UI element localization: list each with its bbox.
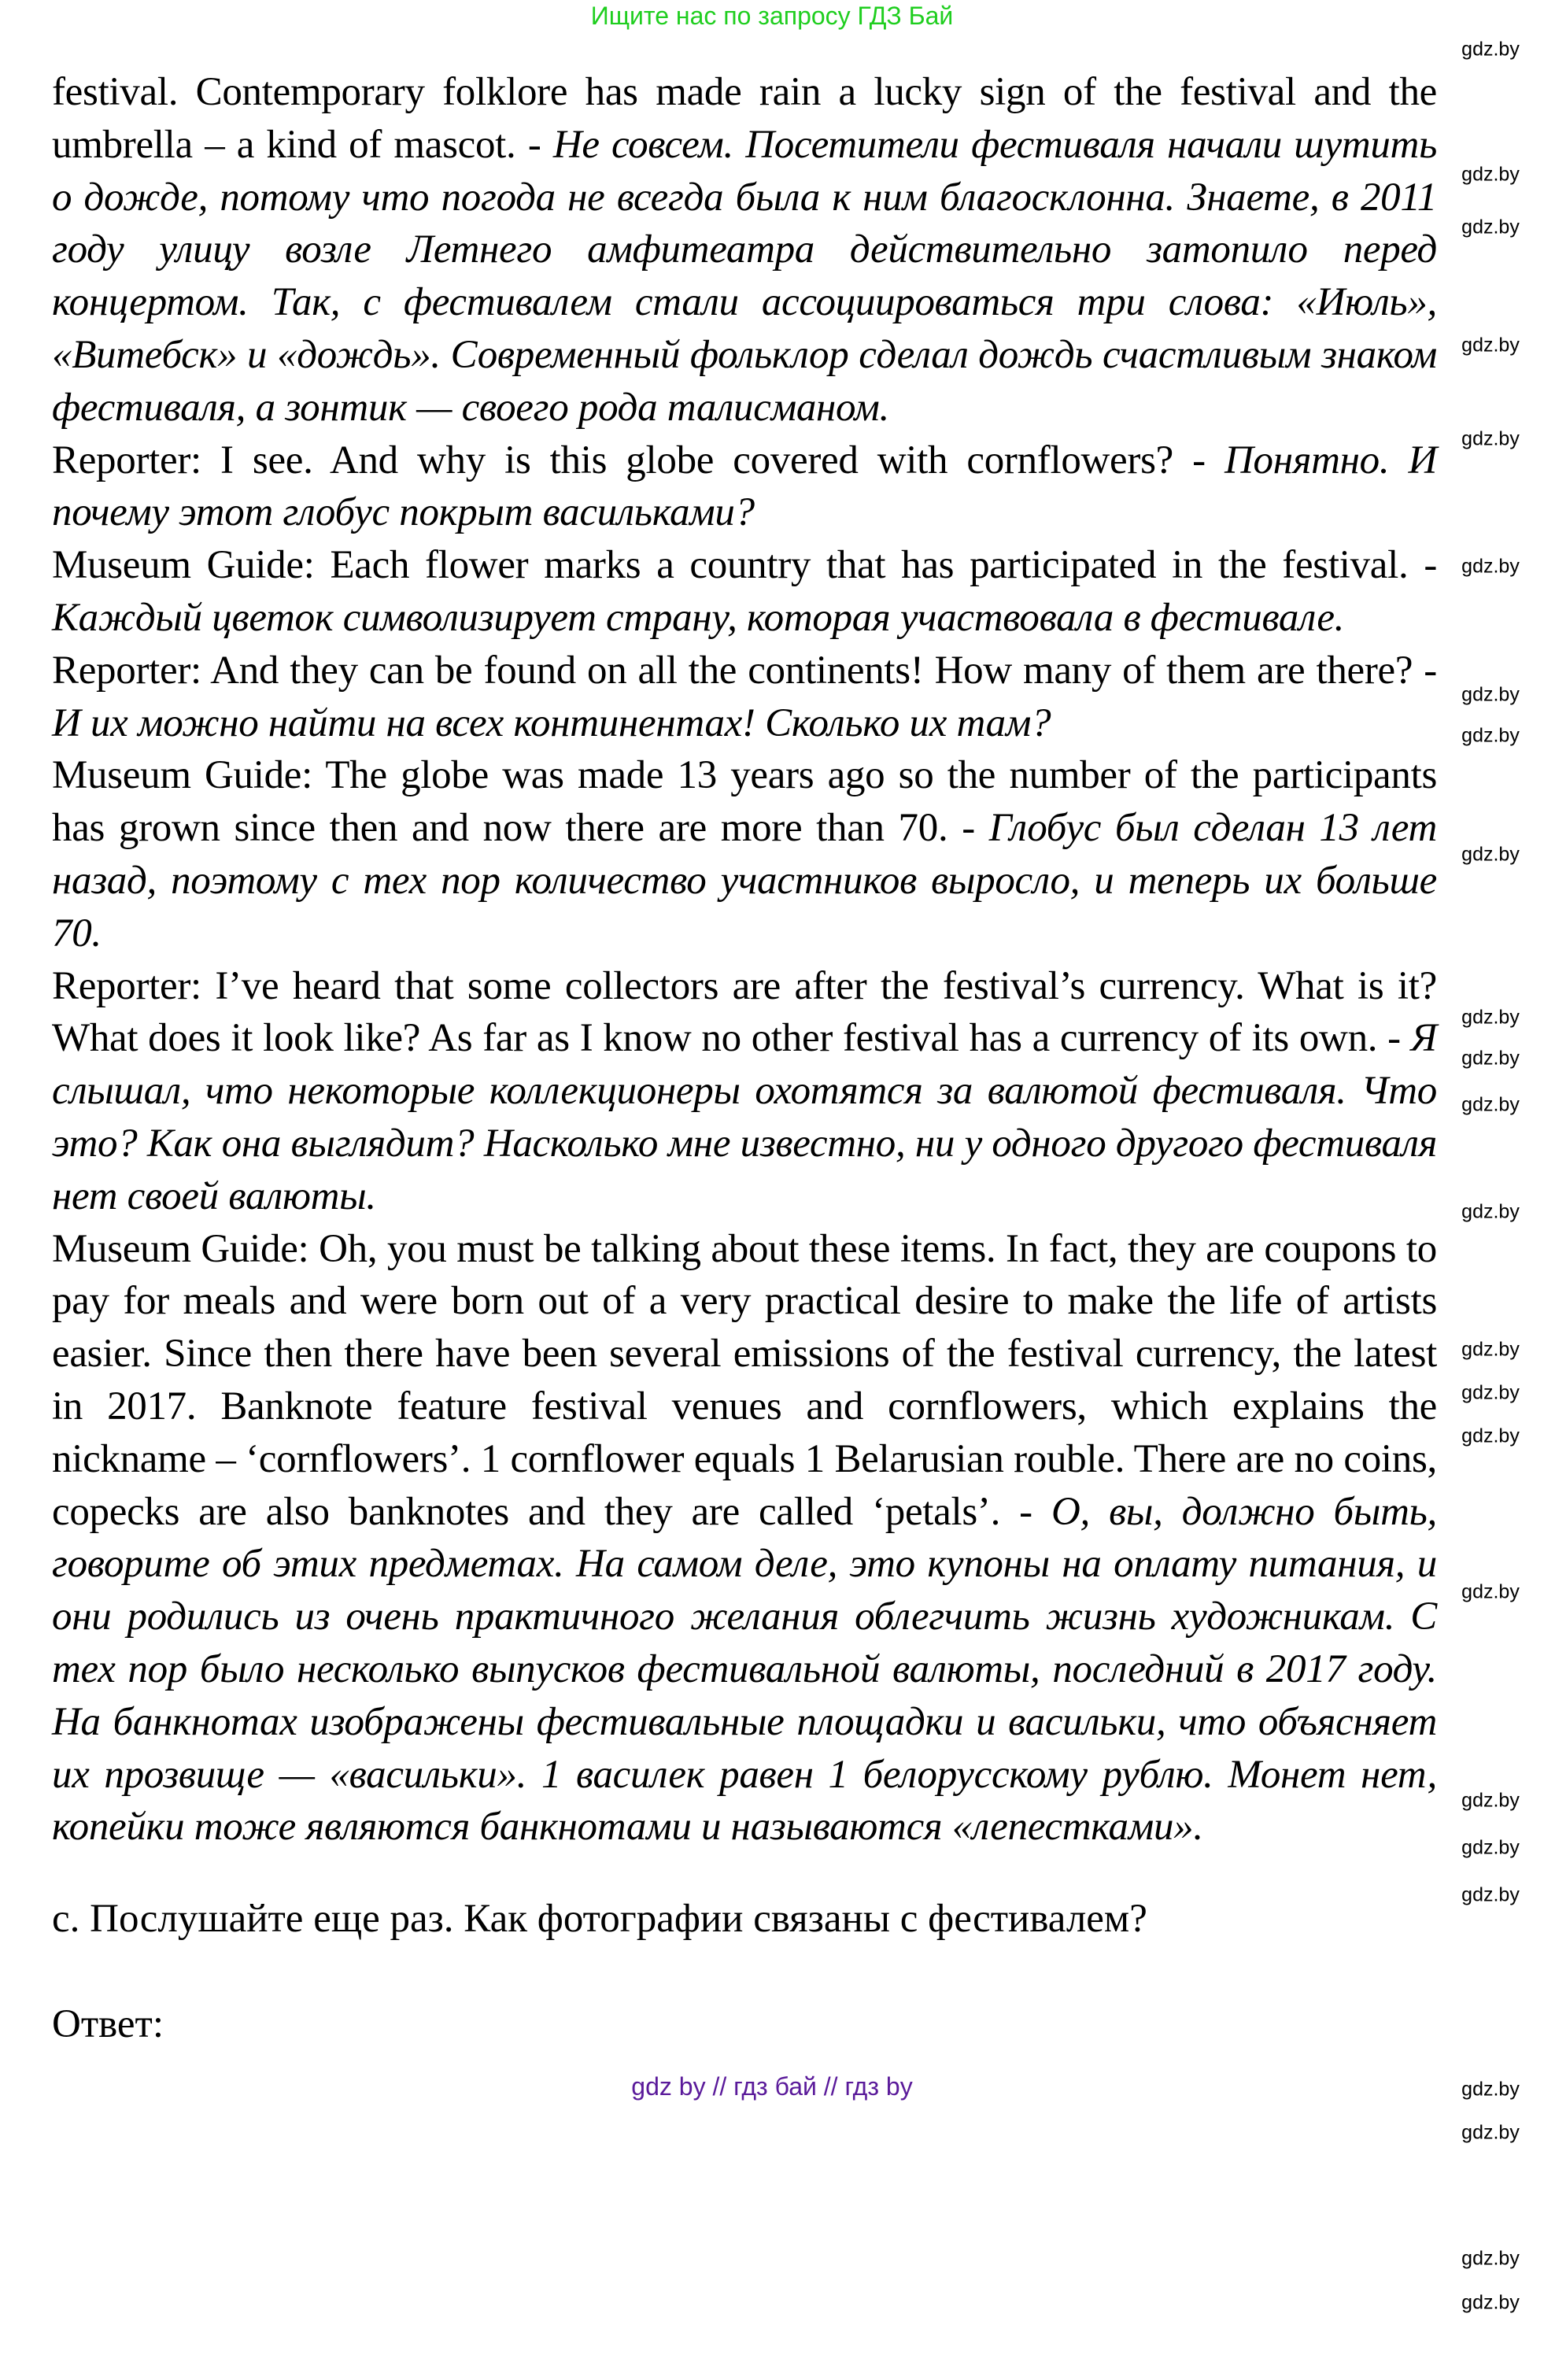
watermark: gdz.by: [1461, 1047, 1520, 1070]
watermark: gdz.by: [1461, 1200, 1520, 1223]
watermark: gdz.by: [1461, 2078, 1520, 2101]
task-question: c. Послушайте еще раз. Как фотографии связаны с фестивалем?: [52, 1897, 1147, 1942]
watermark: gdz.by: [1461, 1580, 1520, 1603]
paragraph: [52, 539, 1437, 645]
watermark: gdz.by: [1461, 2291, 1520, 2314]
watermark: gdz.by: [1461, 2247, 1520, 2270]
footer-links[interactable]: gdz by // гдз бай // гдз by: [631, 2072, 913, 2101]
watermark: gdz.by: [1461, 1006, 1520, 1029]
paragraph: [52, 960, 1437, 1223]
english-text: Reporter: I’ve heard that some collectors are after the festival’s currency. What is it? What does it look like? As far as I know no other festival has a currency of its own. -: [52, 963, 1437, 1061]
watermark: gdz.by: [1461, 1789, 1520, 1812]
watermark: gdz.by: [1461, 2121, 1520, 2144]
watermark: gdz.by: [1461, 334, 1520, 357]
watermark: gdz.by: [1461, 1338, 1520, 1361]
russian-translation: Понятно. И почему этот глобус покрыт васильками?: [52, 438, 1437, 535]
watermark: gdz.by: [1461, 555, 1520, 578]
russian-translation: О, вы, должно быть, говорите об этих предметах. На самом деле, это купоны на оплату питания, и они родились из очень практичного желания облегчить жизнь художникам. С тех пор было несколько выпусков фестивальной валюты, последний в 2017 году. На банкнотах изображены фестивальные площадки и васильки, что объясняет их прозвище — «васильки». 1 василек равен 1 белорусскому рублю. Монет нет, копейки тоже являются банкнотами и называются «лепестками».: [52, 1489, 1438, 1850]
english-text: Reporter: And they can be found on all the continents! How many of them are there? -: [52, 648, 1437, 693]
watermark: gdz.by: [1461, 1381, 1520, 1404]
russian-translation: Я слышал, что некоторые коллекционеры охотятся за валютой фестиваля. Что это? Как она выглядит? Насколько мне известно, ни у одного другого фестиваля нет своей валюты.: [52, 1016, 1437, 1218]
english-text: Museum Guide: The globe was made 13 years ago so the number of the participants has grown since then and now there are more than 70. -: [52, 753, 1437, 851]
watermark: gdz.by: [1461, 1883, 1520, 1906]
russian-translation: Не совсем. Посетители фестиваля начали шутить о дожде, потому что погода не всегда была к ним благосклонна. Знаете, в 2011 году улицу возле Летнего амфитеатра действительно затопило перед концертом. Так, с фестивалем стали ассоциироваться три слова: «Июль», «Витебск» и «дождь». Современный фольклор сделал дождь счастливым знаком фестиваля, а зонтик — своего рода талисманом.: [52, 122, 1437, 430]
watermark: gdz.by: [1461, 163, 1520, 186]
russian-translation: Каждый цветок символизирует страну, которая участвовала в фестивале.: [52, 595, 1345, 640]
russian-translation: Глобус был сделан 13 лет назад, поэтому с тех пор количество участников выросло, и теперь их больше 70.: [52, 806, 1437, 955]
watermark: gdz.by: [1461, 843, 1520, 866]
english-text: Reporter: I see. And why is this globe covered with cornflowers? -: [52, 438, 1206, 482]
english-text: Museum Guide: Oh, you must be talking about these items. In fact, they are coupons to pay for meals and were born out of a very practical desire to make the life of artists easier. Since then there have been several emissions of the festival currency, the latest in 2017. Banknote feature festival venues and cornflowers, which explains the nickname – ‘cornflowers’. 1 cornflower equals 1 Belarusian rouble. There are no coins, copecks are also banknotes and they are called ‘petals’. -: [52, 1226, 1437, 1534]
paragraph: [52, 66, 1437, 434]
answer-label: Ответ:: [52, 2002, 164, 2047]
watermark: gdz.by: [1461, 683, 1520, 706]
header-banner: Ищите нас по запросу ГДЗ Бай: [590, 2, 954, 30]
watermark: gdz.by: [1461, 216, 1520, 238]
english-text: Museum Guide: Each flower marks a country that has participated in the festival. -: [52, 543, 1437, 588]
english-text: festival. Contemporary folklore has made rain a lucky sign of the festival and the umbrella – a kind of mascot. -: [52, 70, 1437, 167]
paragraph: [52, 645, 1437, 750]
watermark: gdz.by: [1461, 1425, 1520, 1447]
watermark: gdz.by: [1461, 1836, 1520, 1859]
watermark: gdz.by: [1461, 1093, 1520, 1116]
watermark: gdz.by: [1461, 38, 1520, 61]
paragraph: [52, 749, 1437, 959]
russian-translation: И их можно найти на всех континентах! Сколько их там?: [52, 700, 1051, 745]
watermark: gdz.by: [1461, 427, 1520, 450]
dialogue-text: [52, 66, 1437, 1853]
watermark: gdz.by: [1461, 724, 1520, 747]
paragraph: [52, 434, 1437, 540]
paragraph: [52, 1223, 1437, 1854]
